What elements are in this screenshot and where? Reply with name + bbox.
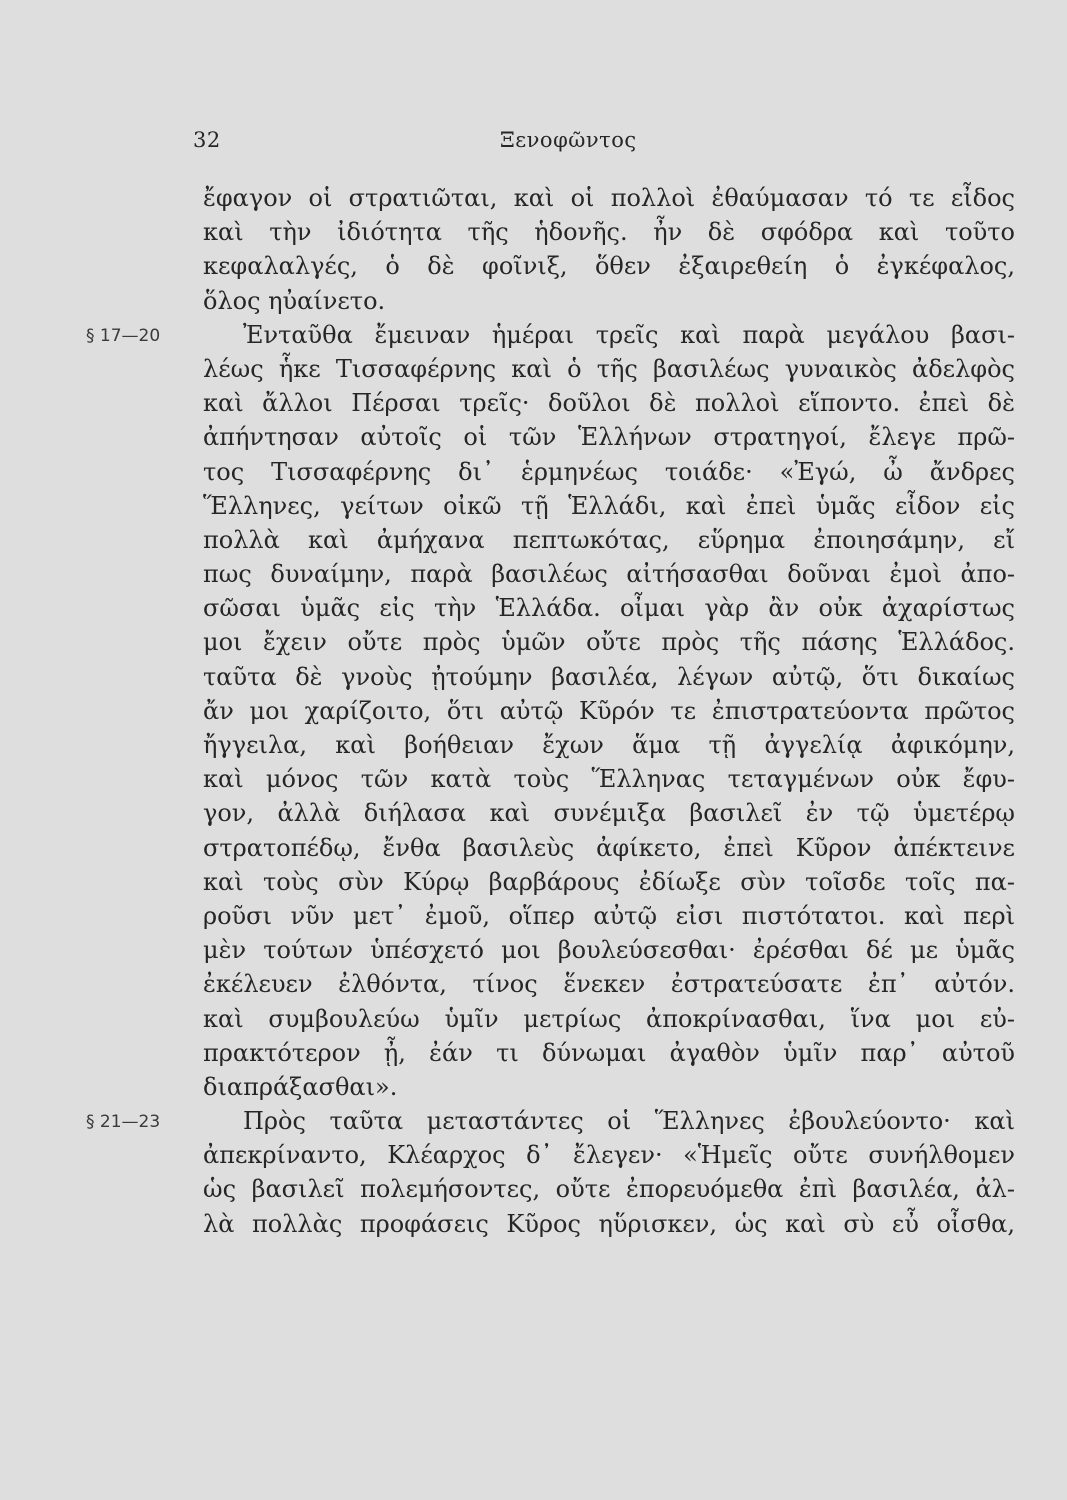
text-line: Ἐνταῦθα ἔμειναν ἡμέραι τρεῖς καὶ παρὰ μεγάλου βασι- [243, 320, 1015, 349]
text-line: ἀπεκρίναντο, Κλέαρχος δ᾽ ἔλεγεν· «Ἡμεῖς οὔτε συνήλθομεν [203, 1141, 1015, 1170]
text-line: πρακτότερον ᾖ, ἐάν τι δύνωμαι ἀγαθὸν ὑμῖν παρ᾽ αὐτοῦ [203, 1038, 1015, 1067]
text-line: ροῦσι νῦν μετ᾽ ἐμοῦ, οἵπερ αὐτῷ εἰσι πιστότατοι. καὶ περὶ [203, 901, 1015, 930]
text-line: καὶ ἄλλοι Πέρσαι τρεῖς· δοῦλοι δὲ πολλοὶ εἵποντο. ἐπεὶ δὲ [203, 389, 1015, 418]
text-line: καὶ συμβουλεύω ὑμῖν μετρίως ἀποκρίνασθαι, ἵνα μοι εὐ- [203, 1004, 1015, 1033]
text-line: πολλὰ καὶ ἀμήχανα πεπτωκότας, εὕρημα ἐποιησάμην, εἴ [203, 525, 1015, 554]
text-line: ὡς βασιλεῖ πολεμήσοντες, οὔτε ἐπορευόμεθα ἐπὶ βασιλέα, ἀλ- [203, 1175, 1015, 1204]
section-marker: § 21—23 [86, 1112, 161, 1133]
text-line: ὅλος ηὐαίνετο. [203, 286, 386, 315]
paragraph-continuation [203, 181, 1015, 318]
running-title: Ξενοφῶντος [500, 128, 637, 152]
text-line: καὶ μόνος τῶν κατὰ τοὺς Ἕλληνας τεταγμένων οὐκ ἔφυ- [203, 765, 1015, 794]
text-line: κεφαλαλγές, ὁ δὲ φοῖνιξ, ὅθεν ἐξαιρεθείη ὁ ἐγκέφαλος, [203, 252, 1015, 281]
text-line: μοι ἔχειν οὔτε πρὸς ὑμῶν οὔτε πρὸς τῆς πάσης Ἑλλάδος. [203, 628, 1015, 657]
text-line: Πρὸς ταῦτα μεταστάντες οἱ Ἕλληνες ἐβουλεύοντο· καὶ [243, 1107, 1015, 1136]
text-line: λὰ πολλὰς προφάσεις Κῦρος ηὕρισκεν, ὡς καὶ σὺ εὖ οἶσθα, [203, 1209, 1015, 1238]
text-line: στρατοπέδῳ, ἔνθα βασιλεὺς ἀφίκετο, ἐπεὶ Κῦρον ἀπέκτεινε [203, 833, 1015, 862]
text-line: διαπράξασθαι». [203, 1072, 398, 1101]
text-line: ἐκέλευεν ἐλθόντα, τίνος ἕνεκεν ἐστρατεύσατε ἐπ᾽ αὐτόν. [203, 970, 1015, 999]
text-line: καὶ τὴν ἰδιότητα τῆς ἡδονῆς. ἦν δὲ σφόδρα καὶ τοῦτο [203, 218, 1015, 247]
text-line: Ἕλληνες, γείτων οἰκῶ τῇ Ἑλλάδι, καὶ ἐπεὶ ὑμᾶς εἶδον εἰς [203, 491, 1015, 520]
text-line: γον, ἀλλὰ διήλασα καὶ συνέμιξα βασιλεῖ ἐν τῷ ὑμετέρῳ [203, 799, 1015, 828]
text-line: τος Τισσαφέρνης δι᾽ ἑρμηνέως τοιάδε· «Ἐγώ, ὦ ἄνδρες [203, 457, 1015, 486]
text-line: καὶ τοὺς σὺν Κύρῳ βαρβάρους ἐδίωξε σὺν τοῖσδε τοῖς πα- [203, 867, 1015, 896]
text-line: πως δυναίμην, παρὰ βασιλέως αἰτήσασθαι δοῦναι ἐμοὶ ἀπο- [203, 560, 1015, 589]
body-text [86, 181, 1015, 1241]
paragraph-section-17-20 [86, 318, 1015, 1104]
page-number: 32 [193, 128, 221, 152]
paragraph-section-21-23 [86, 1104, 1015, 1241]
text-line: ταῦτα δὲ γνοὺς ᾐτούμην βασιλέα, λέγων αὐτῷ, ὅτι δικαίως [203, 662, 1015, 691]
text-line: σῶσαι ὑμᾶς εἰς τὴν Ἑλλάδα. οἶμαι γὰρ ἂν οὐκ ἀχαρίστως [203, 594, 1015, 623]
text-line: ἀπήντησαν αὐτοῖς οἱ τῶν Ἑλλήνων στρατηγοί, ἔλεγε πρῶ- [203, 423, 1015, 452]
text-line: ἔφαγον οἱ στρατιῶται, καὶ οἱ πολλοὶ ἐθαύμασαν τό τε εἶδος [203, 184, 1015, 212]
section-marker: § 17—20 [86, 325, 161, 346]
text-line: μὲν τούτων ὑπέσχετό μοι βουλεύσεσθαι· ἐρέσθαι δέ με ὑμᾶς [203, 936, 1015, 965]
running-head [0, 128, 1067, 160]
text-line: ἤγγειλα, καὶ βοήθειαν ἔχων ἅμα τῇ ἀγγελίᾳ ἀφικόμην, [203, 731, 1015, 759]
text-line: λέως ἧκε Τισσαφέρνης καὶ ὁ τῆς βασιλέως γυναικὸς ἀδελφὸς [203, 354, 1015, 383]
text-line: ἄν μοι χαρίζοιτο, ὅτι αὐτῷ Κῦρόν τε ἐπιστρατεύοντα πρῶτος [203, 696, 1015, 725]
